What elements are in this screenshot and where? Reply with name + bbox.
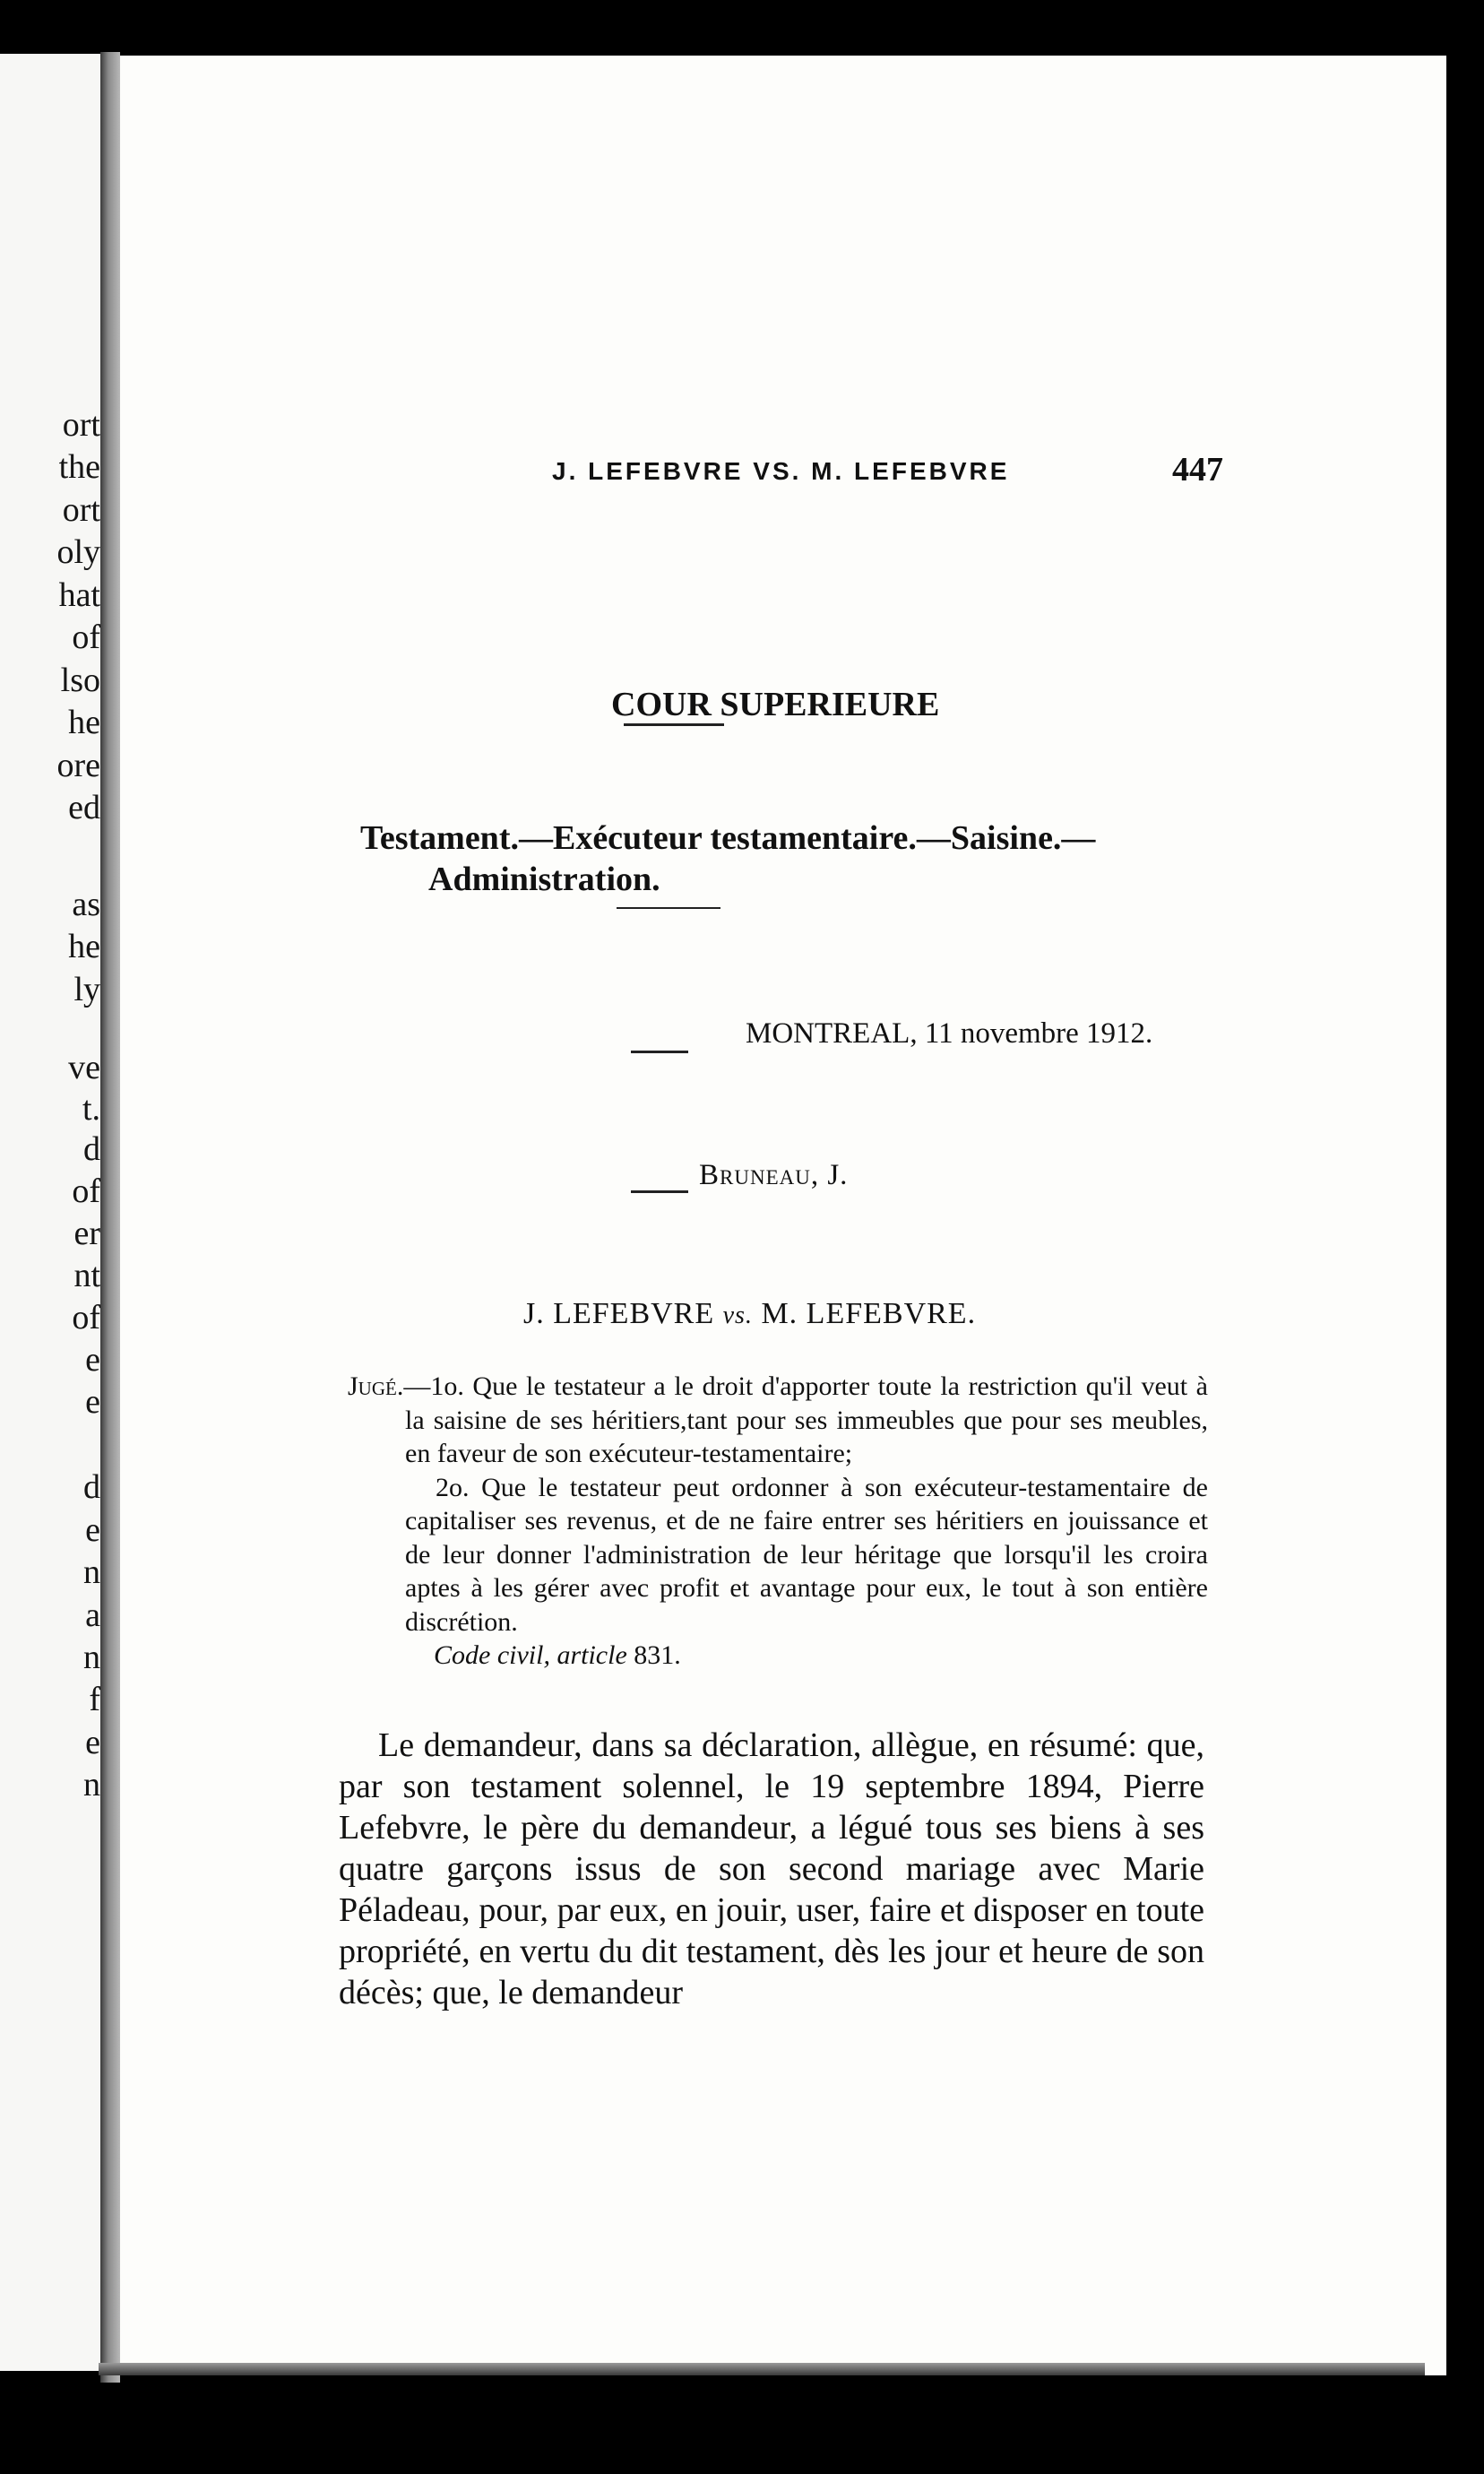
previous-page-fragment: d: [83, 1130, 100, 1168]
headnote-lead: Jugé.: [348, 1371, 404, 1401]
case-title: [523, 1297, 976, 1331]
previous-page-fragment: d: [83, 1468, 100, 1506]
headnote: [348, 1370, 1208, 1673]
judge-name: Bruneau, J.: [699, 1159, 849, 1191]
previous-page-fragment: n: [83, 1766, 100, 1804]
page-number: 447: [1172, 451, 1223, 489]
previous-page-fragment: he: [68, 928, 100, 965]
previous-page-fragment: nt: [73, 1257, 100, 1294]
previous-page-fragment: of: [72, 1172, 100, 1210]
previous-page-fragment: ore: [56, 747, 100, 784]
book-gutter: [100, 52, 120, 2383]
page-bottom-edge: [99, 2363, 1425, 2375]
citation-number: 831.: [626, 1640, 681, 1670]
previous-page-fragment: of: [72, 1299, 100, 1336]
previous-page-fragment: ort: [62, 491, 100, 529]
court-heading: COUR SUPERIEURE: [611, 686, 940, 723]
previous-page-fragment: e: [85, 1511, 100, 1549]
previous-page-fragment: hat: [58, 576, 100, 614]
previous-page-fragment: er: [73, 1215, 100, 1252]
previous-page-fragment: e: [85, 1341, 100, 1379]
previous-page-fragment: ve: [68, 1049, 100, 1086]
book-page: [120, 56, 1446, 2375]
divider-rule: [631, 1190, 688, 1193]
defendant-name: M. LEFEBVRE.: [761, 1297, 977, 1330]
citation-source: Code civil, article: [434, 1640, 627, 1670]
previous-page-fragment: of: [72, 618, 100, 656]
divider-rule: [624, 723, 724, 726]
previous-page-edge: [0, 54, 100, 2371]
divider-rule: [631, 1051, 688, 1053]
previous-page-fragment: n: [83, 1639, 100, 1676]
headnote-citation: [348, 1639, 1208, 1673]
previous-page-fragment: he: [68, 704, 100, 741]
previous-page-fragment: a: [85, 1596, 100, 1634]
previous-page-fragment: lso: [60, 662, 100, 699]
previous-page-fragment: e: [85, 1724, 100, 1761]
running-head-title: J. LEFEBVRE VS. M. LEFEBVRE: [552, 457, 1010, 485]
versus-label: vs.: [722, 1302, 753, 1329]
previous-page-fragment: ed: [68, 789, 100, 826]
headnote-point-2: 2o. Que le testateur peut ordonner à son exécuteur-testamentaire de capitaliser ses revenus, et de ne faire entrer ses héritiers en jouissance et de leur donner l'administration de leur héritage que lorsqu'il les croira aptes à les gérer avec profit et avantage pour eux, le tout à son entière discrétion.: [405, 1472, 1208, 1637]
previous-page-fragment: oly: [56, 533, 100, 571]
subject-line-2: Administration.: [428, 861, 660, 898]
plaintiff-name: J. LEFEBVRE: [523, 1297, 715, 1330]
previous-page-fragment: the: [58, 448, 100, 486]
subject-line-1: Testament.—Exécuteur testamentaire.—Saisine.—: [360, 819, 1096, 857]
subject-heading: [360, 817, 1221, 900]
place-and-date: MONTREAL, 11 novembre 1912.: [746, 1017, 1153, 1050]
previous-page-fragment: t.: [82, 1090, 100, 1128]
divider-rule: [617, 907, 720, 909]
headnote-point-1-text: —1o. Que le testateur a le droit d'apporter toute la restriction qu'il veut à la saisine de ses héritiers,tant pour ses immeubles que pour ses meubles, en faveur de son exécuteur-testamentaire;: [403, 1371, 1208, 1468]
body-paragraph: Le demandeur, dans sa déclaration, allègue, en résumé: que, par son testament solennel, le 19 septembre 1894, Pierre Lefebvre, le père du demandeur, a légué tous ses biens à ses quatre garçons issus de son second mariage avec Marie Péladeau, pour, par eux, en jouir, user, faire et disposer en toute propriété, en vertu du dit testament, dès les jour et heure de son décès; que, le demandeur: [339, 1726, 1204, 2011]
previous-page-fragment: e: [85, 1383, 100, 1421]
previous-page-fragment: f: [89, 1681, 100, 1718]
headnote-point-1: [348, 1370, 1208, 1471]
previous-page-fragment: as: [72, 886, 100, 923]
previous-page-fragment: ly: [73, 971, 100, 1008]
previous-page-fragment: ort: [62, 406, 100, 444]
previous-page-fragment: n: [83, 1553, 100, 1591]
